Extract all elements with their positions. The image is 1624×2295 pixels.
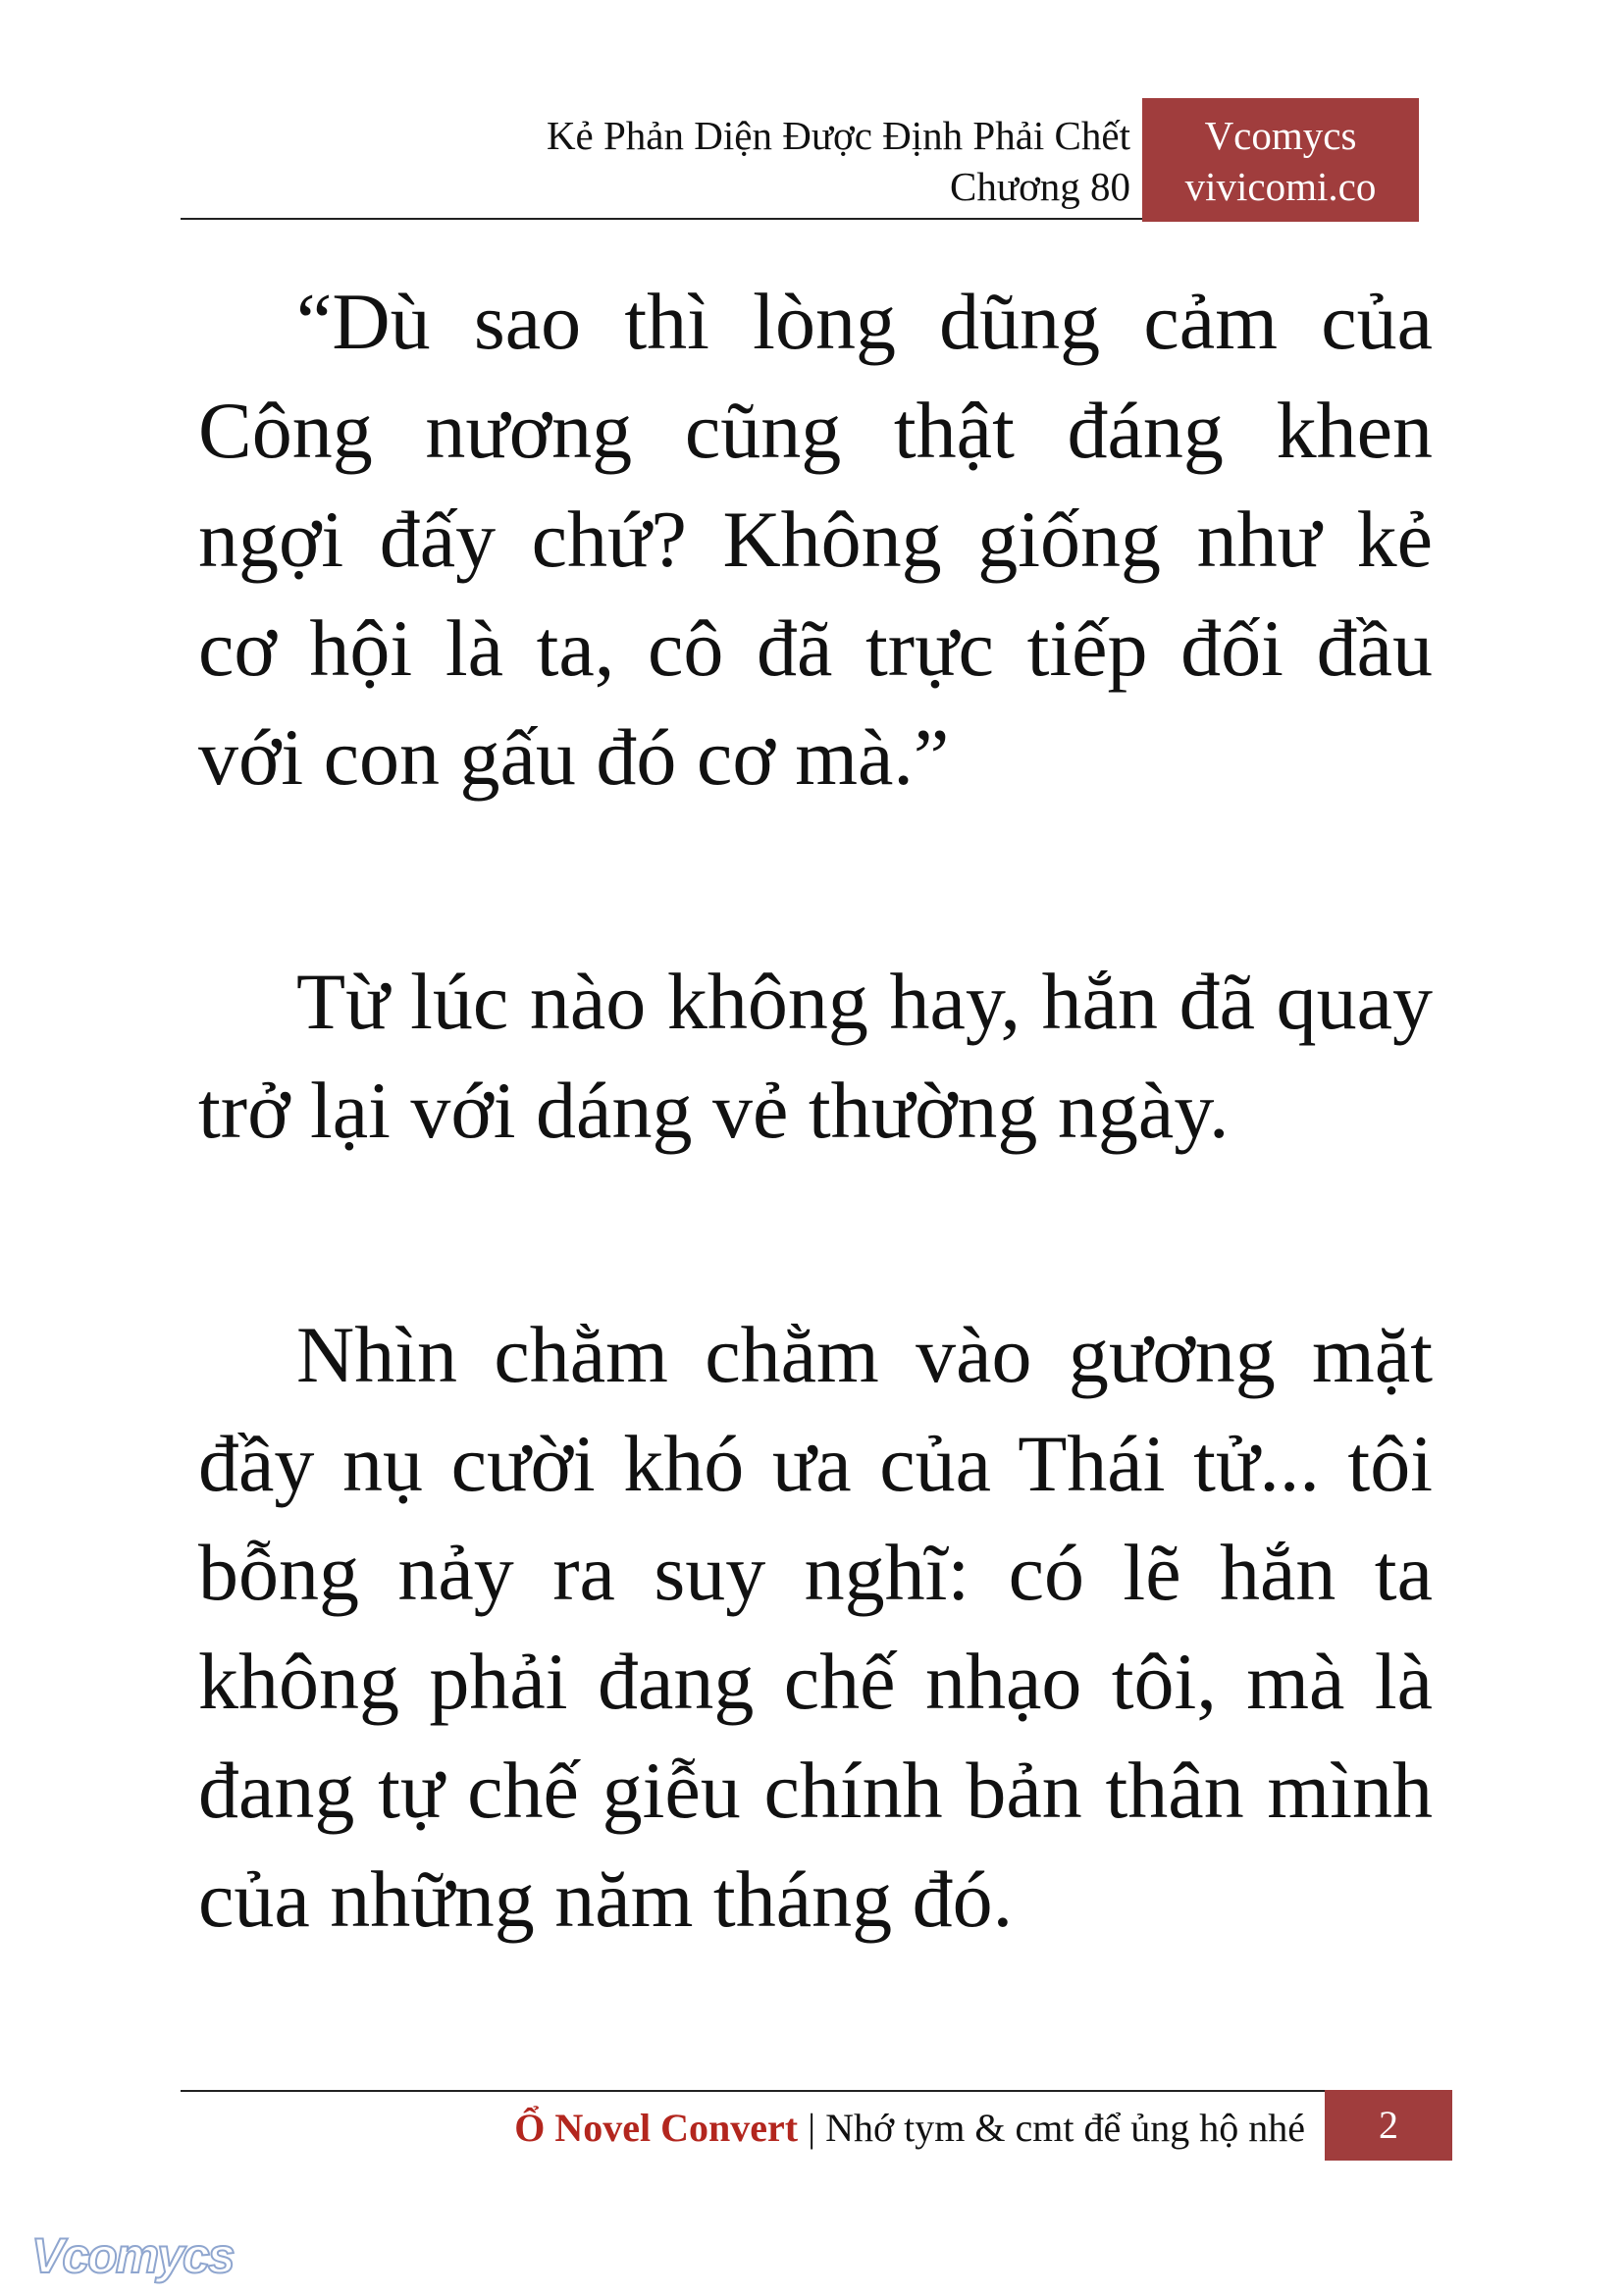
footer-divider — [181, 2090, 1325, 2092]
footer-separator: | — [808, 2106, 816, 2150]
header-title-block — [547, 110, 1130, 212]
chapter-label: Chương 80 — [950, 164, 1130, 209]
page-number: 2 — [1325, 2090, 1452, 2161]
vcomycs-watermark-logo — [27, 2227, 253, 2286]
book-title: Kẻ Phản Diện Được Định Phải Chết — [546, 113, 1130, 158]
footer-message: Nhớ tym & cmt để ủng hộ nhé — [825, 2106, 1305, 2150]
watermark-text: Vcomycs — [31, 2228, 234, 2283]
paragraph-3: Nhìn chằm chằm vào gương mặt đầy nụ cười khó ưa của Thái tử... tôi bỗng nảy ra suy nghĩ: có lẽ hắn ta không phải đang chế nhạo tôi, mà là đang tự chế giễu chính bản thân mình của những năm tháng đó. — [198, 1310, 1433, 1944]
chapter-content — [198, 267, 1433, 1954]
paragraph-2: Từ lúc nào không hay, hắn đã quay trở lại với dáng vẻ thường ngày. — [198, 957, 1433, 1155]
header-divider — [181, 218, 1142, 220]
brand-site: vivicomi.co — [1184, 164, 1377, 209]
paragraph-1: “Dù sao thì lòng dũng cảm của Công nương cũng thật đáng khen ngợi đấy chứ? Không giống như kẻ cơ hội là ta, cô đã trực tiếp đối đầu với con gấu đó cơ mà.” — [198, 277, 1433, 802]
footer-text — [514, 2104, 1305, 2153]
page-header — [181, 98, 1419, 222]
footer-brand: Ổ Novel Convert — [514, 2106, 799, 2150]
header-brand-box — [1142, 98, 1419, 222]
brand-name: Vcomycs — [1204, 113, 1357, 158]
page-footer — [181, 2090, 1452, 2161]
